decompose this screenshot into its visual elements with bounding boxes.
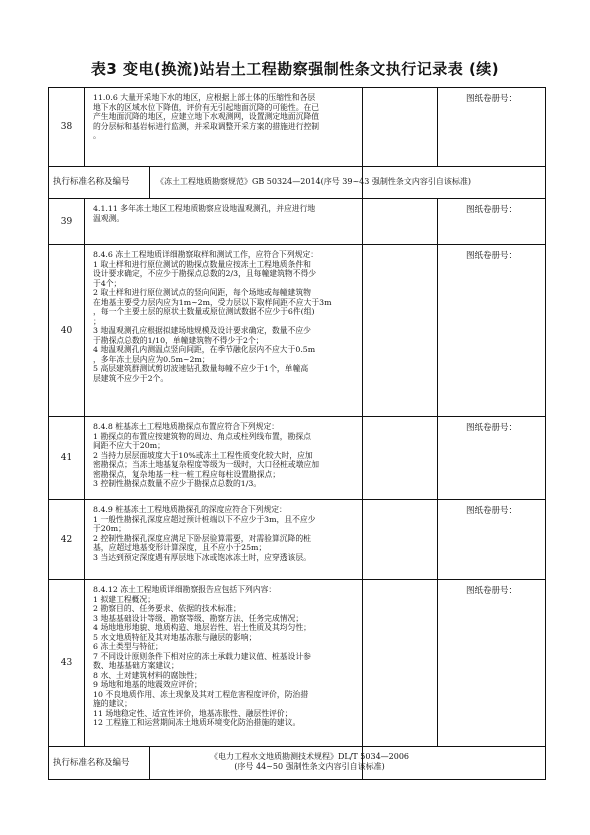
record-table [48,87,546,780]
drawing-volume-label: 图纸卷册号： [438,245,546,417]
table-row [49,417,546,500]
check-cell[interactable] [363,580,438,747]
clause-text: 8.4.12 冻土工程地质详细勘察报告应包括下列内容： 1 拟建工程概况； 2 勘察目的、任务要求、依据的技术标准； 3 地基基础设计等级、勘察等级、勘察方法、任务完成情况； 4 场地地形地貌、地质构造、地层岩性、岩土性质及其均匀性； 5 水文地质特征及其对地基冻胀与融层的影响； 6 冻土类型与特征； 7 不同设计原则条件下相对应的冻土承载力建议值、桩基设计参 数、地基基础方案建议； 8 水、土对建筑材料的腐蚀性； 9 场地和地基的地震效应评价； 10 不良地质作用、冻土现象及其对工程危害程度评价，防治措 施的建议； 11 场地稳定性、适宜性评价，地基冻胀性、融层性评价； 12 工程施工和运营期间冻土地质环境变化防治措施的建议。 [85,580,363,747]
standard-text-line1: 《电力工程水文地质勘测技术规程》DL/T 5034—2006 [210,752,410,761]
check-cell[interactable] [363,199,438,245]
row-number: 43 [49,580,85,747]
check-cell[interactable] [363,417,438,500]
check-cell[interactable] [363,500,438,580]
drawing-volume-label: 图纸卷册号： [438,88,546,167]
standard-row-content [49,167,472,199]
table-row [49,500,546,580]
table-row [49,245,546,417]
drawing-volume-label: 图纸卷册号： [438,500,546,580]
row-number: 40 [49,245,85,417]
standard-text-line2: (序号 44~50 强制性条文内容引自该标准) [234,762,385,772]
check-cell[interactable] [363,245,438,417]
row-number: 38 [49,88,85,167]
drawing-volume-label: 图纸卷册号： [438,580,546,747]
table-row [49,88,546,167]
row-number: 41 [49,417,85,500]
standard-row-content [49,747,410,780]
standard-label: 执行标准名称及编号 [49,747,150,779]
check-cell[interactable] [363,88,438,167]
drawing-volume-label: 图纸卷册号： [438,417,546,500]
clause-text: 8.4.6 冻土工程地质详细勘察取样和测试工作，应符合下列规定： 1 取土样和进行原位测试的勘探点数量应按冻土工程地质条件和 设计要求确定，不应少于勘探点总数的2/3，且每幢建筑物不得少 于4个； 2 取土样和进行原位测试点的竖向间距，每个场地或每幢建筑物 在地基主要受力层内应为1m~2m，受力层以下取样间距不应大于3m ，每一个主要土层的原状土数量或原位测试数据不应少于6件(组) ； 3 地温观测孔应根据拟建场地规模及设计要求确定，数量不应少 于勘探点总数的1/10，单幢建筑物不得少于2个； 4 地温观测孔内测温点竖向间距，在季节融化层内不应大于0.5m ，多年冻土层内应为0.5m~2m； 5 高层建筑群测试剪切波速钻孔数量每幢不应少于1个，单幢高 层建筑不应少于2个。 [85,245,363,417]
row-number: 42 [49,500,85,580]
drawing-volume-label: 图纸卷册号： [438,199,546,245]
page-title: 表3 变电(换流)站岩土工程勘察强制性条文执行记录表 (续) [90,60,500,78]
standard-text: 《冻土工程地质勘察规范》GB 50324—2014(序号 39~43 强制性条文内容引自该标准) [156,177,472,186]
table-row [49,199,546,245]
clause-text: 4.1.11 多年冻土地区工程地质勘察应设地温观测孔，并应进行地 温观测。 [85,199,363,245]
standard-row [49,167,546,199]
clause-text: 8.4.8 桩基冻土工程地质勘探点布置应符合下列规定： 1 勘探点的布置应按建筑物的周边、角点或柱列线布置，勘探点 间距不应大于20m； 2 当持力层层面坡度大于10%或冻土工程性质变化较大时，应加 密勘探点；当冻土地基复杂程度等级为一级时，大口径桩或墩应加 密勘探点，复杂地基一柱一桩工程应每柱设置勘探点； 3 控制性勘探点数量不应少于勘探点总数的1/3。 [85,417,363,500]
clause-text: 8.4.9 桩基冻土工程地质勘探孔的深度应符合下列规定： 1 一般性勘探孔深度应超过预计桩端以下不应少于3m，且不应少 于20m； 2 控制性勘探孔深度应满足下卧层验算需要，对需验算沉降的桩 基，应超过地基变形计算深度，且不应小于25m； 3 当达到预定深度遇有厚层地下冰或饱冰冻土时，应穿透该层。 [85,500,363,580]
standard-row [49,747,546,780]
table-row [49,580,546,747]
row-number: 39 [49,199,85,245]
standard-label: 执行标准名称及编号 [49,167,150,198]
clause-text: 11.0.6 大量开采地下水的地区，应根据上部土体的压缩性和各层 地下水的区域水位下降值，评价有无引起地面沉降的可能性。在已 产生地面沉降的地区，应建立地下水观测网，设置测定地面沉降值 的分层标和基岩标进行监测，并采取调整开采方案的措施进行控制 。 [85,88,363,167]
